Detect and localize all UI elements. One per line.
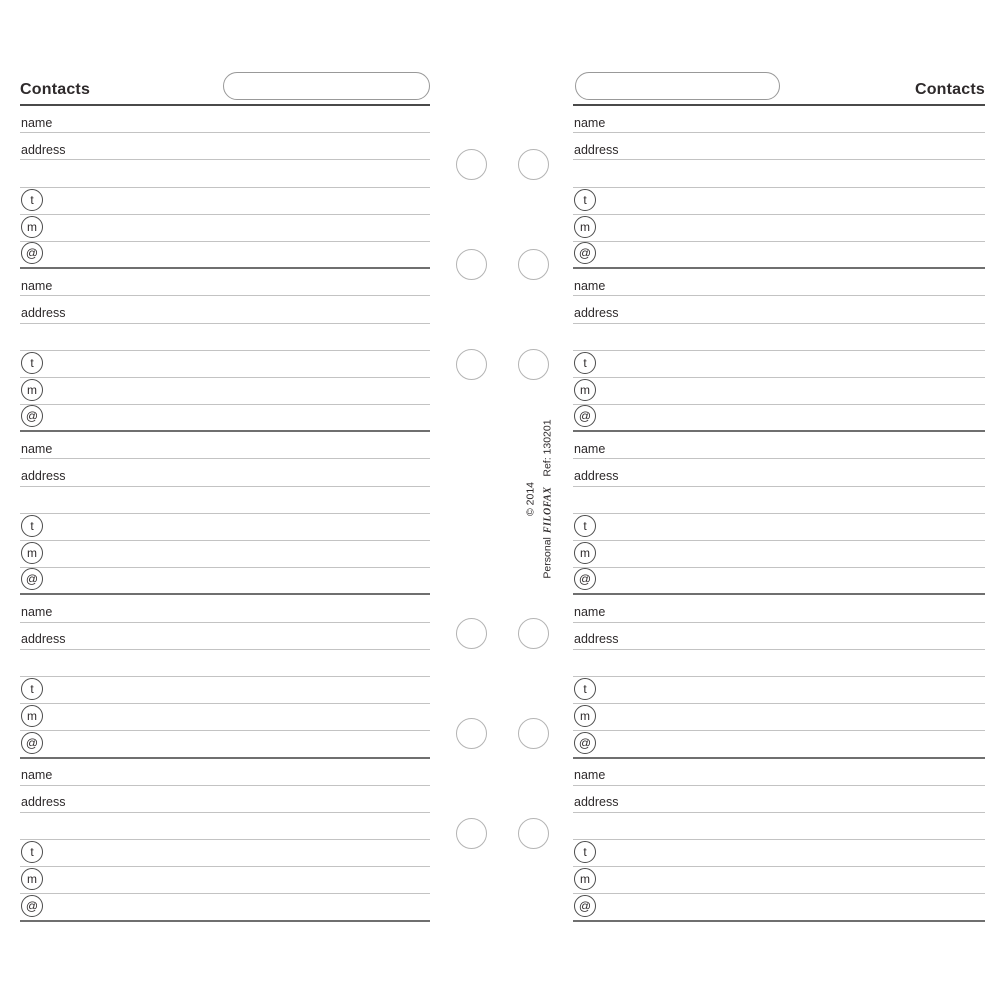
- email-row: [573, 405, 985, 432]
- telephone-row: [573, 840, 985, 867]
- mobile-row: [20, 704, 430, 731]
- address-label: address: [574, 306, 619, 320]
- name-row: [20, 432, 430, 459]
- mobile-icon: m: [574, 379, 596, 401]
- address-extra-row: [20, 813, 430, 840]
- address-row: [20, 623, 430, 650]
- telephone-icon: t: [21, 678, 43, 700]
- name-label: name: [21, 605, 53, 620]
- name-label: name: [574, 115, 606, 130]
- contact-entry: [573, 269, 985, 432]
- mobile-row: [20, 215, 430, 242]
- name-row: [20, 759, 430, 786]
- name-label: name: [574, 605, 606, 620]
- contact-entry: [20, 759, 430, 922]
- name-label: name: [21, 441, 53, 456]
- mobile-icon: m: [574, 705, 596, 727]
- contact-entry: [573, 106, 985, 269]
- address-extra-row: [20, 160, 430, 187]
- address-label: address: [21, 795, 66, 810]
- address-extra-row: [20, 487, 430, 514]
- name-row: [20, 106, 430, 133]
- email-row: [20, 894, 430, 921]
- address-label: address: [574, 795, 619, 810]
- telephone-icon: t: [21, 841, 43, 863]
- address-row: [573, 459, 985, 486]
- telephone-icon: t: [574, 189, 596, 211]
- address-row: [20, 459, 430, 486]
- email-row: [20, 731, 430, 758]
- name-row: [573, 106, 985, 133]
- spine-main-text: [539, 419, 556, 578]
- address-row: [20, 133, 430, 160]
- telephone-icon: t: [574, 352, 596, 374]
- address-extra-row: [20, 324, 430, 351]
- telephone-icon: t: [574, 515, 596, 537]
- name-row: [573, 432, 985, 459]
- contact-entries: [20, 106, 430, 922]
- mobile-row: [573, 215, 985, 242]
- name-label: name: [21, 278, 53, 293]
- contact-entry: [573, 595, 985, 758]
- address-label: address: [21, 469, 66, 484]
- name-row: [573, 595, 985, 622]
- address-row: [573, 133, 985, 160]
- email-row: [20, 405, 430, 432]
- contact-entry: [20, 269, 430, 432]
- index-tab-slot: [223, 72, 430, 100]
- email-row: [573, 731, 985, 758]
- telephone-row: [20, 351, 430, 378]
- email-icon: @: [21, 242, 43, 264]
- punch-hole: [456, 349, 487, 380]
- index-tab-slot: [575, 72, 780, 100]
- email-icon: @: [21, 405, 43, 427]
- mobile-row: [20, 867, 430, 894]
- email-row: [20, 568, 430, 595]
- email-icon: @: [574, 895, 596, 917]
- email-icon: @: [21, 568, 43, 590]
- contact-entry: [20, 106, 430, 269]
- address-extra-row: [573, 650, 985, 677]
- telephone-icon: t: [21, 189, 43, 211]
- address-row: [573, 296, 985, 323]
- name-label: name: [574, 441, 606, 456]
- telephone-icon: t: [21, 515, 43, 537]
- name-row: [573, 269, 985, 296]
- right-page: [573, 72, 985, 922]
- telephone-icon: t: [574, 841, 596, 863]
- email-row: [573, 894, 985, 921]
- mobile-icon: m: [21, 868, 43, 890]
- spine-text: [525, 419, 556, 578]
- email-icon: @: [21, 895, 43, 917]
- address-extra-row: [573, 487, 985, 514]
- punch-hole: [456, 149, 487, 180]
- telephone-row: [20, 188, 430, 215]
- telephone-icon: t: [574, 678, 596, 700]
- mobile-icon: m: [21, 705, 43, 727]
- address-label: address: [21, 142, 66, 157]
- name-label: name: [21, 768, 53, 783]
- telephone-row: [573, 677, 985, 704]
- contact-entries: [573, 106, 985, 922]
- brand-prefix: Personal: [541, 537, 554, 579]
- address-label: address: [21, 306, 66, 320]
- address-row: [20, 296, 430, 323]
- address-label: address: [574, 142, 619, 157]
- address-label: address: [574, 632, 619, 647]
- mobile-icon: m: [574, 542, 596, 564]
- left-page-header: [20, 72, 430, 106]
- page-title: Contacts: [20, 81, 91, 98]
- punch-hole: [456, 718, 487, 749]
- name-label: name: [21, 115, 53, 130]
- copyright-text: © 2014: [524, 482, 537, 517]
- punch-hole: [456, 249, 487, 280]
- left-page: [20, 72, 430, 922]
- name-label: name: [574, 278, 606, 293]
- punch-hole: [518, 349, 549, 380]
- mobile-icon: m: [21, 216, 43, 238]
- mobile-row: [573, 541, 985, 568]
- contact-entry: [20, 595, 430, 758]
- mobile-icon: m: [574, 868, 596, 890]
- address-extra-row: [573, 324, 985, 351]
- email-icon: @: [574, 242, 596, 264]
- name-row: [20, 269, 430, 296]
- mobile-row: [573, 378, 985, 405]
- contact-entry: [573, 759, 985, 922]
- right-page-header: [573, 72, 985, 106]
- punch-hole: [518, 718, 549, 749]
- mobile-row: [20, 378, 430, 405]
- filofax-logo: filofax: [538, 486, 555, 534]
- address-row: [20, 786, 430, 813]
- telephone-icon: t: [21, 352, 43, 374]
- telephone-row: [573, 351, 985, 378]
- email-row: [573, 242, 985, 269]
- address-row: [573, 786, 985, 813]
- ref-number: Ref: 130201: [541, 419, 554, 477]
- email-row: [20, 242, 430, 269]
- email-icon: @: [21, 732, 43, 754]
- name-row: [20, 595, 430, 622]
- contact-entry: [573, 432, 985, 595]
- punch-hole: [518, 149, 549, 180]
- address-extra-row: [573, 813, 985, 840]
- mobile-icon: m: [21, 542, 43, 564]
- contact-entry: [20, 432, 430, 595]
- mobile-row: [573, 867, 985, 894]
- email-row: [573, 568, 985, 595]
- telephone-row: [20, 514, 430, 541]
- mobile-row: [573, 704, 985, 731]
- address-extra-row: [20, 650, 430, 677]
- punch-hole: [456, 818, 487, 849]
- punch-hole: [518, 818, 549, 849]
- address-label: address: [21, 632, 66, 647]
- address-row: [573, 623, 985, 650]
- punch-hole: [518, 249, 549, 280]
- punch-hole: [518, 618, 549, 649]
- address-extra-row: [573, 160, 985, 187]
- email-icon: @: [574, 568, 596, 590]
- mobile-icon: m: [21, 379, 43, 401]
- name-row: [573, 759, 985, 786]
- telephone-row: [20, 677, 430, 704]
- telephone-row: [573, 188, 985, 215]
- telephone-row: [20, 840, 430, 867]
- mobile-icon: m: [574, 216, 596, 238]
- mobile-row: [20, 541, 430, 568]
- email-icon: @: [574, 405, 596, 427]
- name-label: name: [574, 768, 606, 783]
- punch-hole: [456, 618, 487, 649]
- address-label: address: [574, 469, 619, 484]
- telephone-row: [573, 514, 985, 541]
- page-title: Contacts: [914, 81, 985, 98]
- email-icon: @: [574, 732, 596, 754]
